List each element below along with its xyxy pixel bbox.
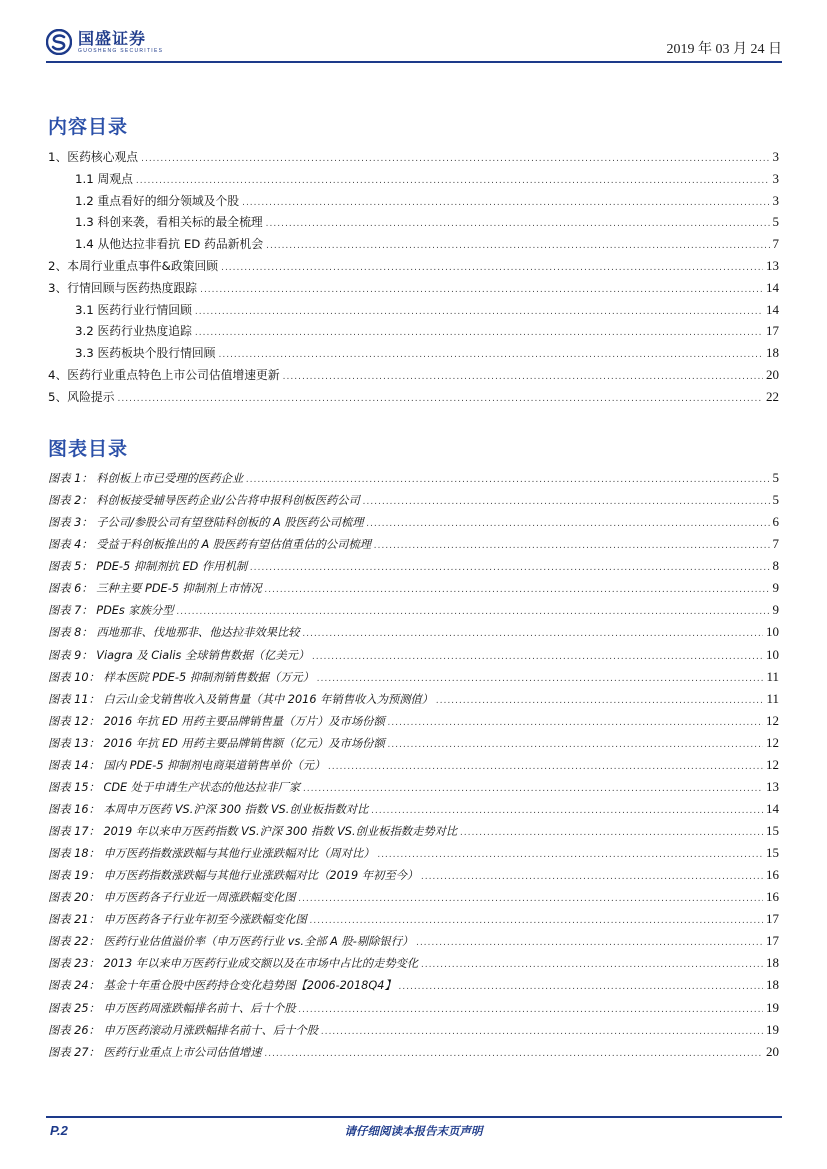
- dot-leader: [177, 607, 770, 617]
- dot-leader: [310, 916, 763, 926]
- figure-entry[interactable]: [48, 536, 779, 558]
- figure-entry-label: 图表 24： 基金十年重仓股中医药持仓变化趋势图【2006-2018Q4】: [48, 979, 396, 993]
- figure-entry-page: 10: [766, 624, 779, 640]
- figure-entry-page: 19: [766, 1021, 779, 1037]
- dot-leader: [299, 1005, 764, 1015]
- toc-entry-label: 1.1 周观点: [75, 171, 133, 186]
- figure-entry[interactable]: [48, 602, 779, 624]
- toc-entry[interactable]: [48, 192, 779, 214]
- figure-entry-page: 18: [766, 977, 779, 993]
- figure-entry[interactable]: [48, 779, 779, 801]
- toc-entry-page: 20: [766, 366, 779, 382]
- dot-leader: [250, 563, 769, 573]
- figure-entry[interactable]: [48, 558, 779, 580]
- page-number: P.2: [50, 1123, 68, 1138]
- dot-leader: [299, 894, 764, 904]
- figure-entry-label: 图表 6： 三种主要 PDE-5 抑制剂上市情况: [48, 582, 262, 596]
- dot-leader: [265, 1049, 763, 1059]
- toc-entry-page: 14: [766, 301, 779, 317]
- figure-entry-page: 12: [766, 756, 779, 772]
- dot-leader: [388, 740, 763, 750]
- dot-leader: [118, 394, 764, 404]
- toc-entry-page: 5: [772, 214, 779, 230]
- figure-entry-page: 9: [772, 602, 779, 618]
- logo-mark-icon: [46, 29, 72, 55]
- toc-entry[interactable]: [48, 148, 779, 170]
- figure-entry-label: 图表 4： 受益于科创板推出的 A 股医药有望估值重估的公司梳理: [48, 538, 372, 552]
- dot-leader: [321, 1027, 763, 1037]
- toc-entry-label: 3.3 医药板块个股行情回顾: [75, 346, 216, 361]
- dot-leader: [399, 982, 763, 992]
- figure-entry[interactable]: [48, 624, 779, 646]
- contents-list: [48, 148, 779, 410]
- dot-leader: [200, 285, 763, 295]
- toc-entry-page: 17: [766, 323, 779, 339]
- toc-entry-label: 3.1 医药行业行情回顾: [75, 302, 192, 317]
- figure-entry-label: 图表 12： 2016 年抗 ED 用药主要品牌销售量（万片）及市场份额: [48, 714, 385, 728]
- figure-entry-page: 8: [772, 558, 779, 574]
- figure-entry-label: 图表 8： 西地那非、伐地那非、他达拉非效果比较: [48, 626, 300, 640]
- figure-entry-label: 图表 11： 白云山金戈销售收入及销售量（其中 2016 年销售收入为预测值）: [48, 692, 434, 706]
- logo-name-en: GUOSHENG SECURITIES: [78, 47, 164, 54]
- figure-entry-label: 图表 1： 科创板上市已受理的医药企业: [48, 472, 244, 485]
- dot-leader: [374, 541, 769, 551]
- dot-leader: [363, 497, 770, 507]
- dot-leader: [436, 696, 763, 706]
- figure-entry[interactable]: [48, 977, 779, 999]
- toc-entry[interactable]: [48, 213, 779, 235]
- toc-entry-page: 22: [766, 388, 779, 404]
- dot-leader: [312, 652, 763, 662]
- figure-entry-label: 图表 10： 样本医院 PDE-5 抑制剂销售数据（万元）: [48, 670, 314, 684]
- figure-entry-label: 图表 14： 国内 PDE-5 抑制剂电商渠道销售单价（元）: [48, 758, 326, 772]
- dot-leader: [303, 629, 763, 639]
- toc-entry-label: 5、风险提示: [48, 389, 115, 404]
- figure-entry[interactable]: [48, 470, 779, 492]
- footer-disclaimer: 请仔细阅读本报告末页声明: [344, 1124, 483, 1138]
- figure-entry-label: 图表 23： 2013 年以来申万医药行业成交额以及在市场中占比的走势变化: [48, 957, 419, 971]
- figure-entry-label: 图表 19： 申万医药指数涨跌幅与其他行业涨跌幅对比（2019 年初至今）: [48, 869, 419, 883]
- toc-entry-page: 7: [772, 236, 779, 252]
- figure-entry-label: 图表 9： Viagra 及 Cialis 全球销售数据（亿美元）: [48, 648, 310, 662]
- figure-entry-label: 图表 21： 申万医药各子行业年初至今涨跌幅变化图: [48, 913, 307, 927]
- figure-entry-page: 5: [772, 492, 779, 508]
- page-header: [46, 24, 782, 62]
- dot-leader: [303, 784, 763, 794]
- figure-entry[interactable]: [48, 492, 779, 514]
- figure-entry[interactable]: [48, 867, 779, 889]
- dot-leader: [136, 176, 770, 186]
- dot-leader: [328, 762, 763, 772]
- dot-leader: [388, 718, 763, 728]
- figure-entry-page: 17: [766, 933, 779, 949]
- logo-name-cn: 国盛证券: [78, 28, 147, 48]
- toc-entry-page: 13: [766, 257, 779, 273]
- figure-entry-page: 9: [772, 580, 779, 596]
- toc-entry-page: 3: [772, 192, 779, 208]
- figure-entry[interactable]: [48, 823, 779, 845]
- toc-entry-label: 2、本周行业重点事件&政策回顾: [48, 258, 219, 273]
- figure-entry-label: 图表 25： 申万医药周涨跌幅排名前十、后十个股: [48, 1001, 296, 1015]
- figure-entry-label: 图表 3： 子公司/参股公司有望登陆科创板的 A 股医药公司梳理: [48, 516, 364, 530]
- dot-leader: [242, 198, 769, 208]
- contents-title: 内容目录: [48, 116, 129, 138]
- figure-entry[interactable]: [48, 669, 779, 691]
- figure-entry-page: 11: [766, 690, 779, 706]
- toc-entry-page: 18: [766, 345, 779, 361]
- figure-entry[interactable]: [48, 955, 779, 977]
- figure-entry-page: 16: [766, 867, 779, 883]
- toc-entry[interactable]: [48, 279, 779, 301]
- dot-leader: [266, 241, 769, 251]
- figure-entry[interactable]: [48, 889, 779, 911]
- report-date: 2019 年 03 月 24 日: [666, 42, 782, 57]
- figures-title: 图表目录: [48, 438, 129, 460]
- dot-leader: [246, 475, 769, 485]
- figure-entry-page: 5: [772, 470, 779, 485]
- figure-entry-page: 13: [766, 778, 779, 794]
- figure-entry-label: 图表 22： 医药行业估值溢价率（申万医药行业 vs.全部 A 股-剔除银行）: [48, 935, 414, 949]
- toc-entry-label: 1.3 科创来袭，看相关标的最全梳理: [75, 215, 263, 230]
- toc-entry-page: 14: [766, 279, 779, 295]
- figure-entry-page: 10: [766, 646, 779, 662]
- figure-entry-page: 11: [766, 668, 779, 684]
- dot-leader: [195, 328, 763, 338]
- figure-entry-page: 18: [766, 955, 779, 971]
- dot-leader: [421, 960, 763, 970]
- figure-entry-page: 12: [766, 734, 779, 750]
- toc-entry-label: 1.4 从他达拉非看抗 ED 药品新机会: [75, 237, 264, 252]
- figure-entry-label: 图表 2： 科创板接受辅导医药企业/公告将申报科创板医药公司: [48, 494, 360, 508]
- toc-entry-page: 3: [772, 170, 779, 186]
- figures-list: [48, 470, 779, 1066]
- figure-entry-label: 图表 20： 申万医药各子行业近一周涨跌幅变化图: [48, 891, 296, 905]
- figure-entry[interactable]: [48, 801, 779, 823]
- dot-leader: [141, 154, 769, 164]
- figure-entry-page: 19: [766, 999, 779, 1015]
- footer-divider: [46, 1116, 782, 1118]
- figure-entry-page: 7: [772, 536, 779, 552]
- figure-entry-label: 图表 5： PDE-5 抑制剂抗 ED 作用机制: [48, 560, 248, 574]
- dot-leader: [218, 350, 763, 360]
- dot-leader: [371, 806, 763, 816]
- figure-entry-page: 16: [766, 889, 779, 905]
- dot-leader: [367, 519, 770, 529]
- figure-entry-label: 图表 27： 医药行业重点上市公司估值增速: [48, 1045, 262, 1059]
- figure-entry-page: 17: [766, 911, 779, 927]
- dot-leader: [266, 219, 770, 229]
- figure-entry[interactable]: [48, 713, 779, 735]
- toc-entry-label: 3.2 医药行业热度追踪: [75, 324, 192, 339]
- figure-entry[interactable]: [48, 933, 779, 955]
- figure-entry[interactable]: [48, 911, 779, 933]
- figure-entry-label: 图表 16： 本周申万医药 VS.沪深 300 指数 VS.创业板指数对比: [48, 802, 369, 816]
- dot-leader: [195, 307, 763, 317]
- dot-leader: [317, 674, 763, 684]
- toc-entry[interactable]: [48, 344, 779, 366]
- figure-entry[interactable]: [48, 691, 779, 713]
- toc-entry[interactable]: [48, 322, 779, 344]
- dot-leader: [378, 850, 763, 860]
- figure-entry-label: 图表 26： 申万医药滚动月涨跌幅排名前十、后十个股: [48, 1023, 319, 1037]
- figure-entry-label: 图表 15： CDE 处于申请生产状态的他达拉非厂家: [48, 780, 301, 794]
- dot-leader: [221, 263, 763, 273]
- dot-leader: [421, 872, 763, 882]
- toc-entry-label: 4、医药行业重点特色上市公司估值增速更新: [48, 367, 280, 382]
- toc-entry[interactable]: [48, 388, 779, 410]
- figure-entry-page: 15: [766, 823, 779, 838]
- dot-leader: [283, 372, 763, 382]
- figure-entry[interactable]: [48, 757, 779, 779]
- figure-entry-label: 图表 7： PDEs 家族分型: [48, 604, 174, 618]
- toc-entry[interactable]: [48, 301, 779, 323]
- dot-leader: [416, 938, 763, 948]
- toc-entry-label: 3、行情回顾与医药热度跟踪: [48, 280, 198, 295]
- figure-entry[interactable]: [48, 514, 779, 536]
- figure-entry-page: 12: [766, 712, 779, 728]
- figure-entry-label: 图表 17： 2019 年以来申万医药指数 VS.沪深 300 指数 VS.创业板指数走势对比: [48, 825, 458, 838]
- dot-leader: [265, 585, 770, 595]
- figure-entry[interactable]: [48, 1022, 779, 1044]
- toc-entry[interactable]: [48, 235, 779, 257]
- toc-entry[interactable]: [48, 170, 779, 192]
- figure-entry-page: 14: [766, 800, 779, 816]
- company-logo: [46, 24, 163, 60]
- figure-entry[interactable]: [48, 647, 779, 669]
- toc-entry-label: 1、医药核心观点: [48, 150, 139, 164]
- toc-entry-label: 1.2 重点看好的细分领域及个股: [75, 193, 240, 208]
- figure-entry[interactable]: [48, 735, 779, 757]
- figure-entry-label: 图表 13： 2016 年抗 ED 用药主要品牌销售额（亿元）及市场份额: [48, 736, 385, 750]
- dot-leader: [460, 828, 763, 838]
- toc-entry[interactable]: [48, 366, 779, 388]
- figure-entry[interactable]: [48, 580, 779, 602]
- toc-entry[interactable]: [48, 257, 779, 279]
- figure-entry-page: 6: [772, 514, 779, 530]
- figure-entry[interactable]: [48, 1044, 779, 1066]
- figure-entry-page: 20: [766, 1043, 779, 1059]
- toc-entry-page: 3: [772, 149, 779, 164]
- figure-entry-page: 15: [766, 845, 779, 861]
- header-divider: [46, 61, 782, 63]
- figure-entry[interactable]: [48, 845, 779, 867]
- figure-entry-label: 图表 18： 申万医药指数涨跌幅与其他行业涨跌幅对比（周对比）: [48, 847, 375, 861]
- figure-entry[interactable]: [48, 1000, 779, 1022]
